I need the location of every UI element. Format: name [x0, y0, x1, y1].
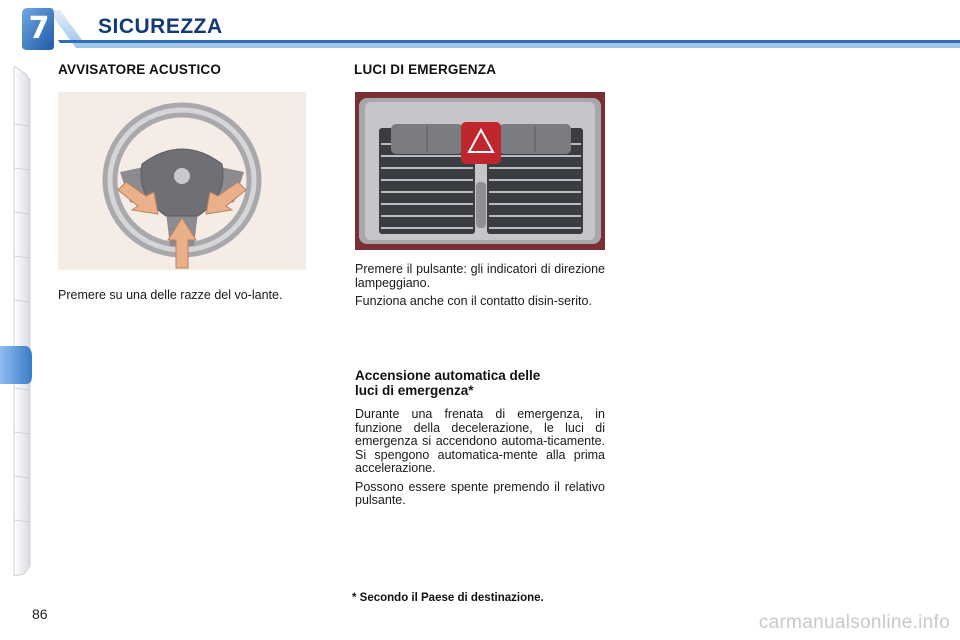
- watermark: carmanualsonline.info: [758, 612, 950, 633]
- steering-wheel-illustration: [58, 92, 306, 270]
- auto-hazard-subtitle: Accensione automatica delle luci di emergenza*: [355, 368, 541, 398]
- footnote: * Secondo il Paese di destinazione.: [352, 592, 544, 604]
- auto-hazard-text: Durante una frenata di emergenza, in funzione della decelerazione, le luci di emergenza si accendono automa-ticamente. Si spengono automatica-mente alla prima accelerazione. Possono essere spente premendo il relativo pulsante.: [355, 407, 605, 507]
- horn-instruction-text: Premere su una delle razze del vo-lante.: [58, 288, 283, 302]
- chapter-number: 7: [28, 11, 50, 46]
- chapter-title: SICUREZZA: [98, 15, 223, 38]
- hazard-section-title: LUCI DI EMERGENZA: [354, 62, 497, 77]
- hazard-instructions: Premere il pulsante: gli indicatori di direzione lampeggiano. Funziona anche con il contatto disin-serito.: [355, 262, 605, 308]
- hazard-lights-dashboard-illustration: [355, 92, 605, 250]
- chapter-side-tabs: [0, 66, 34, 576]
- page-number: 86: [32, 606, 48, 622]
- horn-section-title: AVVISATORE ACUSTICO: [58, 62, 222, 77]
- lion-logo-icon: [174, 168, 190, 184]
